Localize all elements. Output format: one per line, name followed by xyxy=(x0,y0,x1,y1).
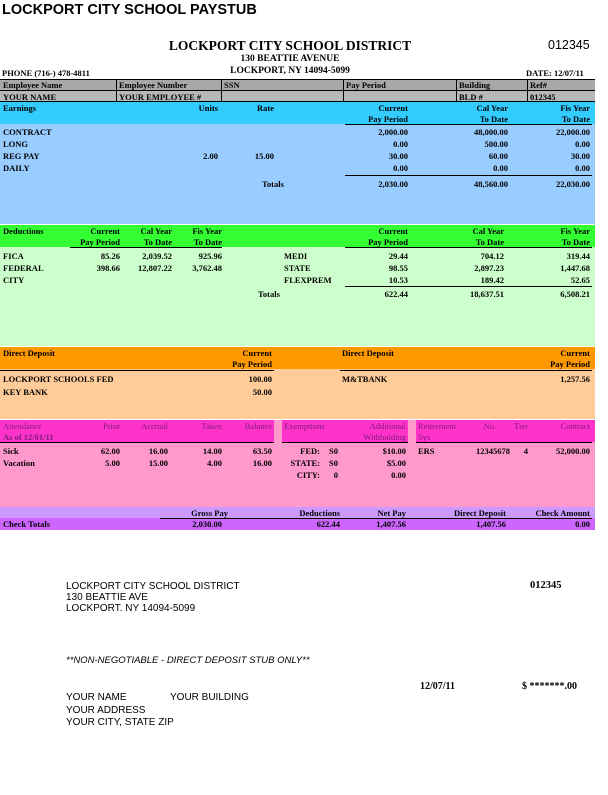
stub-address1: 130 BEATTIE AVE xyxy=(66,592,148,603)
gross-pay-header: Gross Pay xyxy=(191,508,228,518)
attendance-label: Attendance xyxy=(3,421,42,431)
net-pay-header: Net Pay xyxy=(377,508,406,518)
attendance-row-balance: 63.50 xyxy=(252,446,272,456)
additional-header: Additional xyxy=(369,421,406,431)
ded-r-fis-header: Fis Year xyxy=(560,226,590,236)
deposit-r-current-subheader: Pay Period xyxy=(550,359,590,369)
stub-amount: $ *******.00 xyxy=(522,681,577,692)
deduction-left-label: FICA xyxy=(3,251,24,261)
ct-direct-deposit-header: Direct Deposit xyxy=(453,508,506,518)
ref-value: 012345 xyxy=(530,92,556,102)
exemption-row-amount: 0.00 xyxy=(391,470,406,480)
ref-label: Ref# xyxy=(530,80,547,90)
exemption-row-label: CITY: xyxy=(296,470,320,480)
ct-deductions-value: 622.44 xyxy=(316,519,340,529)
earnings-row-cal: 0.00 xyxy=(493,163,508,173)
check-amount-value: 0.00 xyxy=(575,519,590,529)
employee-number-value: YOUR EMPLOYEE # xyxy=(119,92,202,102)
exemption-row-label: STATE: xyxy=(290,458,320,468)
ded-r-current-subheader: Pay Period xyxy=(368,237,408,247)
ded-r-cal-subheader: To Date xyxy=(475,237,504,247)
check-totals-label: Check Totals xyxy=(3,519,50,529)
district-name: LOCKPORT CITY SCHOOL DISTRICT xyxy=(168,38,412,53)
exemption-row-value: S0 xyxy=(329,446,338,456)
district-address1: 130 BEATTIE AVENUE xyxy=(240,54,340,64)
earnings-row-cal: 500.00 xyxy=(484,139,508,149)
employee-header-band xyxy=(0,79,595,91)
earnings-row-current: 0.00 xyxy=(393,139,408,149)
earnings-current-header: Current xyxy=(378,103,408,113)
exemption-row-value: S0 xyxy=(329,458,338,468)
earnings-row-label: DAILY xyxy=(3,163,30,173)
deduction-left-label: CITY xyxy=(3,275,25,285)
building-value: BLD # xyxy=(459,92,483,102)
ded-fis-subheader: To Date xyxy=(193,237,222,247)
attendance-accrual-header: Accrual xyxy=(141,421,168,431)
ded-current-header: Current xyxy=(90,226,120,236)
attendance-row-taken: 4.00 xyxy=(207,458,222,468)
deduction-left-cal: 12,807.22 xyxy=(138,263,172,273)
earnings-total-fis: 22,030.00 xyxy=(556,179,590,189)
district-address2: LOCKPORT, NY 14094-5099 xyxy=(230,66,350,76)
earnings-row-label: REG PAY xyxy=(3,151,40,161)
deductions-body xyxy=(0,247,595,346)
ded-cal-subheader: To Date xyxy=(143,237,172,247)
earnings-row-fis: 0.00 xyxy=(575,139,590,149)
deduction-right-label: MEDI xyxy=(284,251,308,261)
stub-number: 012345 xyxy=(530,580,562,591)
deposit-current-subheader: Pay Period xyxy=(232,359,272,369)
attendance-row-label: Vacation xyxy=(3,458,35,468)
deposit-r-current-header: Current xyxy=(560,348,590,358)
attendance-row-prior: 5.00 xyxy=(105,458,120,468)
withholding-header: Withholding xyxy=(363,432,406,442)
attendance-row-prior: 62.00 xyxy=(100,446,120,456)
ssn-label: SSN xyxy=(224,80,240,90)
exemption-row-value: 0 xyxy=(333,470,338,480)
document-number: 012345 xyxy=(548,38,590,52)
earnings-row-label: LONG xyxy=(3,139,29,149)
deductions-total-current: 622.44 xyxy=(384,289,408,299)
page-title: LOCKPORT CITY SCHOOL PAYSTUB xyxy=(2,2,257,18)
deduction-right-current: 98.55 xyxy=(388,263,408,273)
earnings-label: Earnings xyxy=(3,103,37,113)
employee-number-label: Employee Number xyxy=(119,80,188,90)
ct-direct-deposit-value: 1,407.56 xyxy=(476,519,506,529)
deductions-totals-label: Totals xyxy=(258,289,280,299)
attendance-balance-header: Balance xyxy=(244,421,272,431)
retirement-contract: 52,000.00 xyxy=(556,446,590,456)
check-amount-header: Check Amount xyxy=(535,508,590,518)
deposit-left-name: LOCKPORT SCHOOLS FED xyxy=(3,374,114,384)
deduction-right-current: 10.53 xyxy=(388,275,408,285)
earnings-row-cal: 60.00 xyxy=(488,151,508,161)
ded-fis-header: Fis Year xyxy=(192,226,222,236)
ded-r-cal-header: Cal Year xyxy=(472,226,504,236)
rate-header: Rate xyxy=(257,103,274,113)
deduction-right-current: 29.44 xyxy=(388,251,408,261)
gross-pay-value: 2,030.00 xyxy=(192,519,222,529)
deposit-right-amount: 1,257.56 xyxy=(560,374,590,384)
pay-period-label: Pay Period xyxy=(346,80,386,90)
deduction-left-label: FEDERAL xyxy=(3,263,44,273)
earnings-row-current: 30.00 xyxy=(388,151,408,161)
retirement-sys-header: Sys xyxy=(418,432,431,442)
attendance-as-of: As of 12/01/11 xyxy=(3,432,54,442)
deposit-header-band xyxy=(0,347,595,369)
earnings-total-cal: 48,560.00 xyxy=(474,179,508,189)
deposit-left-amount: 100.00 xyxy=(248,374,272,384)
earnings-fis-header: Fis Year xyxy=(560,103,590,113)
earnings-current-subheader: Pay Period xyxy=(368,114,408,124)
earnings-cal-subheader: To Date xyxy=(479,114,508,124)
attendance-row-label: Sick xyxy=(3,446,19,456)
deduction-right-cal: 189.42 xyxy=(480,275,504,285)
deposit-left-label: Direct Deposit xyxy=(3,348,56,358)
earnings-row-current: 0.00 xyxy=(393,163,408,173)
employee-name-value: YOUR NAME xyxy=(3,92,57,102)
non-negotiable-notice: **NON-NEGOTIABLE - DIRECT DEPOSIT STUB ONLY** xyxy=(66,655,310,666)
deduction-right-cal: 2,897.23 xyxy=(474,263,504,273)
deposit-current-header: Current xyxy=(242,348,272,358)
retirement-label: Retirement xyxy=(418,421,456,431)
retirement-no: 12345678 xyxy=(476,446,510,456)
attendance-row-taken: 14.00 xyxy=(202,446,222,456)
payee-city: YOUR CITY, STATE ZIP xyxy=(66,717,174,728)
stub-date: DATE: 12/07/11 xyxy=(526,68,584,78)
attendance-taken-header: Taken xyxy=(201,421,222,431)
deduction-right-fis: 52.65 xyxy=(570,275,590,285)
attendance-prior-header: Prior xyxy=(103,421,120,431)
attendance-row-accrual: 16.00 xyxy=(148,446,168,456)
earnings-total-current: 2,030.00 xyxy=(378,179,408,189)
deductions-label: Deductions xyxy=(3,226,44,236)
phone: PHONE (716-) 478-4811 xyxy=(2,68,90,78)
retirement-contract-header: Contract xyxy=(560,421,590,431)
exemptions-label: Exemptions xyxy=(284,421,325,431)
deduction-right-label: FLEXPREM xyxy=(284,275,332,285)
retirement-tier-header: Tier xyxy=(514,421,528,431)
retirement-sys: ERS xyxy=(418,446,435,456)
earnings-row-current: 2,000.00 xyxy=(378,127,408,137)
deduction-left-fis: 3,762.48 xyxy=(192,263,222,273)
attendance-row-balance: 16.00 xyxy=(252,458,272,468)
building-label: Building xyxy=(459,80,491,90)
net-pay-value: 1,407.56 xyxy=(376,519,406,529)
stub-district: LOCKPORT CITY SCHOOL DISTRICT xyxy=(66,581,240,592)
deduction-left-cal: 2,039.52 xyxy=(142,251,172,261)
deductions-total-cal: 18,637.51 xyxy=(470,289,504,299)
exemption-row-amount: $10.00 xyxy=(382,446,406,456)
payee-building: YOUR BUILDING xyxy=(170,692,249,703)
deductions-total-fis: 6,508.21 xyxy=(560,289,590,299)
stub-address2: LOCKPORT. NY 14094-5099 xyxy=(66,603,196,614)
earnings-fis-subheader: To Date xyxy=(561,114,590,124)
payee-address: YOUR ADDRESS xyxy=(66,705,146,716)
deposit-left-name: KEY BANK xyxy=(3,387,48,397)
deduction-right-label: STATE xyxy=(284,263,311,273)
ded-r-fis-subheader: To Date xyxy=(561,237,590,247)
exemption-row-label: FED: xyxy=(300,446,320,456)
deduction-left-current: 398.66 xyxy=(96,263,120,273)
earnings-row-fis: 22,000.00 xyxy=(556,127,590,137)
deduction-right-fis: 1,447.68 xyxy=(560,263,590,273)
earnings-row-fis: 30.00 xyxy=(570,151,590,161)
retirement-tier: 4 xyxy=(523,446,528,456)
stub-check-date: 12/07/11 xyxy=(420,681,456,692)
retirement-no-header: No. xyxy=(483,421,496,431)
payee-name: YOUR NAME xyxy=(66,692,127,703)
deposit-right-label: Direct Deposit xyxy=(342,348,395,358)
exemption-row-amount: $5.00 xyxy=(386,458,406,468)
earnings-row-label: CONTRACT xyxy=(3,127,52,137)
ct-deductions-header: Deductions xyxy=(299,508,340,518)
ded-current-subheader: Pay Period xyxy=(80,237,120,247)
deduction-right-cal: 704.12 xyxy=(480,251,504,261)
earnings-row-cal: 48,000.00 xyxy=(474,127,508,137)
employee-value-band xyxy=(0,91,595,102)
deduction-right-fis: 319.44 xyxy=(566,251,590,261)
earnings-row-rate: 15.00 xyxy=(254,151,274,161)
employee-name-label: Employee Name xyxy=(3,80,63,90)
attendance-row-accrual: 15.00 xyxy=(148,458,168,468)
earnings-totals-label: Totals xyxy=(262,179,284,189)
ded-cal-header: Cal Year xyxy=(140,226,172,236)
deposit-right-name: M&TBANK xyxy=(342,374,388,384)
earnings-cal-header: Cal Year xyxy=(476,103,508,113)
earnings-row-units: 2.00 xyxy=(203,151,218,161)
earnings-row-fis: 0.00 xyxy=(575,163,590,173)
deposit-left-amount: 50.00 xyxy=(252,387,272,397)
deduction-left-current: 85.26 xyxy=(100,251,120,261)
ded-r-current-header: Current xyxy=(378,226,408,236)
deduction-left-fis: 925.96 xyxy=(198,251,222,261)
units-header: Units xyxy=(198,103,218,113)
